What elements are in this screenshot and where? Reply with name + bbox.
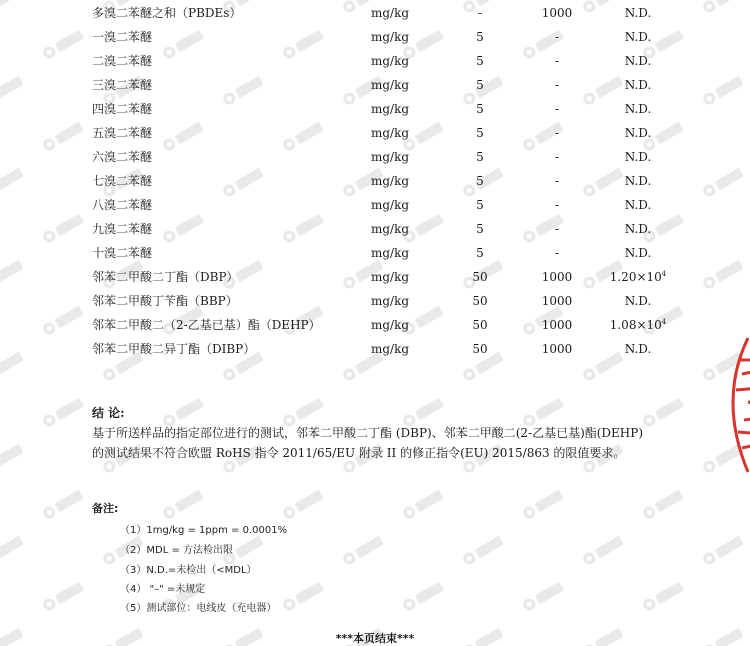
result-cell: N.D.	[624, 78, 652, 92]
limit-cell: -	[554, 246, 560, 260]
substance-name: 六溴二苯醚	[92, 150, 153, 164]
result-exponent: 4	[661, 318, 667, 326]
result-cell: N.D.	[624, 198, 652, 212]
note-item: （1）1mg/kg = 1ppm = 0.0001%	[120, 525, 288, 536]
limit-cell: -	[554, 102, 560, 116]
unit-cell: mg/kg	[371, 150, 410, 164]
limit-cell: 1000	[541, 342, 573, 356]
substance-name: 三溴二苯醚	[92, 78, 153, 92]
watermark-logo	[39, 485, 89, 523]
limit-cell: 1000	[541, 6, 573, 20]
mdl-cell: 5	[476, 102, 484, 116]
limit-cell: -	[554, 198, 560, 212]
note-item: （5）测试部位：电线皮（充电器）	[120, 603, 277, 614]
note-item: （2）MDL = 方法检出限	[120, 545, 233, 556]
substance-name: 九溴二苯醚	[92, 222, 153, 236]
unit-cell: mg/kg	[371, 174, 410, 188]
substance-name: 二溴二苯醚	[92, 54, 153, 68]
table-row	[0, 313, 750, 337]
unit-cell: mg/kg	[371, 246, 410, 260]
limit-cell: -	[554, 30, 560, 44]
table-row	[0, 217, 750, 241]
note-item: （3）N.D.=未检出（<MDL）	[120, 565, 257, 576]
unit-cell: mg/kg	[371, 126, 410, 140]
limit-cell: -	[554, 54, 560, 68]
watermark-logo	[0, 531, 29, 569]
watermark-logo	[399, 577, 449, 615]
result-cell: N.D.	[624, 222, 652, 236]
table-row	[0, 241, 750, 265]
table-row	[0, 337, 750, 361]
watermark-logo	[699, 531, 749, 569]
result-cell: N.D.	[624, 342, 652, 356]
unit-cell: mg/kg	[371, 318, 410, 332]
note-item: （4） "–" =未规定	[120, 584, 206, 595]
mdl-cell: 5	[476, 54, 484, 68]
unit-cell: mg/kg	[371, 294, 410, 308]
limit-cell: -	[554, 150, 560, 164]
mdl-cell: -	[477, 6, 483, 20]
mdl-cell: 50	[472, 318, 488, 332]
mdl-cell: 50	[472, 294, 488, 308]
result-cell: N.D.	[624, 6, 652, 20]
watermark-logo	[339, 531, 389, 569]
substance-name: 邻苯二甲酸二丁酯（DBP）	[92, 270, 239, 284]
limit-cell: -	[554, 174, 560, 188]
unit-cell: mg/kg	[371, 78, 410, 92]
watermark-logo	[279, 485, 329, 523]
mdl-cell: 5	[476, 246, 484, 260]
limit-cell: 1000	[541, 294, 573, 308]
substance-name: 八溴二苯醚	[92, 198, 153, 212]
watermark-logo	[159, 485, 209, 523]
unit-cell: mg/kg	[371, 342, 410, 356]
result-cell: N.D.	[624, 294, 652, 308]
unit-cell: mg/kg	[371, 198, 410, 212]
unit-cell: mg/kg	[371, 222, 410, 236]
substance-name: 邻苯二甲酸二（2-乙基已基）酯（DEHP）	[92, 318, 321, 332]
mdl-cell: 5	[476, 150, 484, 164]
table-row	[0, 145, 750, 169]
result-cell: $1.08\times 10^4$	[609, 318, 667, 332]
mdl-cell: 50	[472, 342, 488, 356]
table-row	[0, 121, 750, 145]
table-row	[0, 169, 750, 193]
result-cell: N.D.	[624, 54, 652, 68]
unit-cell: mg/kg	[371, 30, 410, 44]
mdl-cell: 50	[472, 270, 488, 284]
unit-cell: mg/kg	[371, 6, 410, 20]
conclusion-text	[92, 423, 692, 463]
watermark-logo	[279, 577, 329, 615]
unit-cell: mg/kg	[371, 102, 410, 116]
watermark-logo	[579, 531, 629, 569]
mdl-cell: 5	[476, 174, 484, 188]
substance-name: 一溴二苯醚	[92, 30, 153, 44]
conclusion-line-1: 基于所送样品的指定部位进行的测试，邻苯二甲酸二丁酯 (DBP)、邻苯二甲酸二(2-乙基已基)酯(DEHP)	[92, 426, 644, 440]
mdl-cell: 5	[476, 30, 484, 44]
limit-cell: 1000	[541, 270, 573, 284]
substance-name: 十溴二苯醚	[92, 246, 153, 260]
limit-cell: 1000	[541, 318, 573, 332]
table-row	[0, 97, 750, 121]
red-seal-stamp	[708, 330, 750, 480]
limit-cell: -	[554, 126, 560, 140]
unit-cell: mg/kg	[371, 54, 410, 68]
table-row	[0, 73, 750, 97]
mdl-cell: 5	[476, 78, 484, 92]
result-cell: N.D.	[624, 30, 652, 44]
result-exponent: 4	[661, 270, 667, 278]
substance-name: 四溴二苯醚	[92, 102, 153, 116]
table-row	[0, 49, 750, 73]
result-cell: N.D.	[624, 246, 652, 260]
limit-cell: -	[554, 222, 560, 236]
substance-name: 邻苯二甲酸丁苄酯（BBP）	[92, 294, 238, 308]
substance-name: 七溴二苯醚	[92, 174, 153, 188]
watermark-logo	[639, 577, 689, 615]
substance-name: 多溴二苯醚之和（PBDEs）	[92, 6, 242, 20]
conclusion-line-2: 的测试结果不符合欧盟 RoHS 指令 2011/65/EU 附录 II 的修正指令(EU) 2015/863 的限值要求。	[92, 446, 626, 460]
substance-name: 邻苯二甲酸二异丁酯（DIBP）	[92, 342, 256, 356]
conclusion-title: 结 论:	[92, 406, 125, 420]
table-row	[0, 265, 750, 289]
result-cell: N.D.	[624, 150, 652, 164]
mdl-cell: 5	[476, 126, 484, 140]
table-row	[0, 193, 750, 217]
limit-cell: -	[554, 78, 560, 92]
substance-name: 五溴二苯醚	[92, 126, 153, 140]
watermark-logo	[459, 531, 509, 569]
unit-cell: mg/kg	[371, 270, 410, 284]
watermark-logo	[399, 485, 449, 523]
table-row	[0, 1, 750, 25]
result-cell: N.D.	[624, 126, 652, 140]
mdl-cell: 5	[476, 222, 484, 236]
table-row	[0, 289, 750, 313]
result-cell: $1.20\times 10^4$	[609, 270, 667, 284]
mdl-cell: 5	[476, 198, 484, 212]
result-cell: N.D.	[624, 174, 652, 188]
watermark-logo	[39, 393, 89, 431]
watermark-logo	[639, 485, 689, 523]
result-cell: N.D.	[624, 102, 652, 116]
page-end-marker: ***本页结束***	[335, 632, 415, 645]
watermark-logo	[0, 439, 29, 477]
notes-title: 备注:	[92, 502, 119, 515]
watermark-logo	[519, 577, 569, 615]
table-row	[0, 25, 750, 49]
watermark-logo	[39, 577, 89, 615]
watermark-logo	[519, 485, 569, 523]
